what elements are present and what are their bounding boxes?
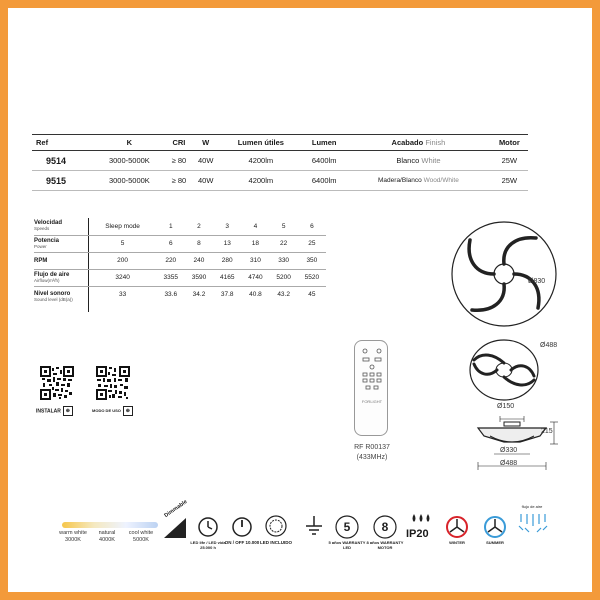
row-lumen-utiles: 4200lm bbox=[219, 171, 302, 191]
usage-text: MODO DE USO bbox=[92, 408, 121, 414]
water-drops-icon bbox=[410, 512, 432, 526]
summer-label: SUMMER bbox=[486, 540, 504, 545]
table-row bbox=[34, 235, 326, 252]
airflow-icon bbox=[518, 512, 548, 536]
usage-box-icon: ⊕ bbox=[123, 406, 133, 416]
led-life-icon bbox=[196, 514, 220, 538]
speed-col: 3 bbox=[213, 218, 241, 235]
remote-model: RF R00137 bbox=[354, 444, 390, 451]
speed-header-en: Speeds bbox=[34, 226, 50, 232]
speed-table bbox=[34, 218, 326, 312]
row-k: 3000-5000K bbox=[93, 151, 166, 171]
row-w: 40W bbox=[192, 151, 220, 171]
row-acabado-es: Blanco bbox=[396, 156, 420, 165]
natural-name: natural bbox=[98, 530, 116, 536]
remote-buttons-icon bbox=[355, 341, 389, 437]
header-cri: CRI bbox=[166, 135, 192, 151]
speed-col: 1 bbox=[157, 218, 185, 235]
on-off-label: ON / OFF 10.000 bbox=[224, 540, 260, 545]
cell: 240 bbox=[185, 252, 213, 269]
product-table-header bbox=[32, 135, 528, 151]
row-k: 3000-5000K bbox=[93, 171, 166, 191]
winter-label: WINTER bbox=[449, 540, 465, 545]
speed-col: 2 bbox=[185, 218, 213, 235]
summer-mode-icon bbox=[482, 514, 508, 540]
speed-col: Sleep mode bbox=[88, 218, 157, 235]
cell: 33.6 bbox=[164, 290, 178, 298]
row-acabado bbox=[346, 171, 491, 191]
cell: 5 bbox=[88, 235, 157, 252]
product-table bbox=[32, 134, 528, 191]
dimension-150: Ø150 bbox=[497, 403, 515, 410]
speed-col: 6 bbox=[298, 218, 326, 235]
airflow-label: flujo de aire bbox=[521, 504, 543, 509]
table-row bbox=[32, 171, 528, 191]
cool-name: cool white bbox=[128, 530, 154, 536]
cell: 22 bbox=[270, 235, 298, 252]
header-acabado bbox=[346, 135, 491, 151]
header-finish-label: Finish bbox=[425, 138, 446, 147]
row-ref: 9515 bbox=[32, 171, 93, 191]
install-text: INSTALAR bbox=[36, 408, 61, 415]
row-lumen-utiles: 4200lm bbox=[219, 151, 302, 171]
row-label: RPM bbox=[34, 252, 88, 269]
speed-col: 4 bbox=[241, 218, 269, 235]
cool-k: 5000K bbox=[133, 536, 149, 543]
row-label-en: Power bbox=[34, 243, 47, 249]
feature-icons-row bbox=[54, 499, 574, 564]
row-finish-en: Wood/White bbox=[423, 177, 459, 184]
warranty-motor-icon bbox=[372, 514, 398, 540]
row-label-en: Airflow(m³/h) bbox=[34, 277, 60, 283]
cell: 13 bbox=[213, 235, 241, 252]
cell: 4740 bbox=[241, 269, 269, 286]
cell: 280 bbox=[213, 252, 241, 269]
row-lumen: 6400lm bbox=[302, 171, 346, 191]
table-row bbox=[34, 252, 326, 269]
header-acabado-label: Acabado bbox=[391, 138, 424, 147]
cell: 220 bbox=[157, 252, 185, 269]
table-row bbox=[34, 286, 326, 312]
dimension-215: 215 bbox=[541, 428, 553, 435]
cell: 5520 bbox=[298, 269, 326, 286]
cell: 350 bbox=[298, 252, 326, 269]
row-label bbox=[34, 235, 88, 252]
ip-rating: IP20 bbox=[406, 528, 429, 540]
row-label-en: Sound level (dB(a)) bbox=[34, 296, 73, 302]
svg-text:8: 8 bbox=[381, 520, 389, 534]
fan-top-view-icon bbox=[444, 214, 564, 334]
table-row bbox=[34, 269, 326, 286]
header-motor: Motor bbox=[491, 135, 528, 151]
cell: 200 bbox=[88, 252, 157, 269]
header-lumen: Lumen bbox=[302, 135, 346, 151]
row-finish-en: White bbox=[421, 156, 441, 165]
remote-frequency: (433MHz) bbox=[356, 454, 388, 461]
cell: 8 bbox=[185, 235, 213, 252]
usage-label bbox=[92, 406, 133, 416]
row-acabado-es: Madera/Blanco bbox=[378, 177, 422, 184]
cell: 34.2 bbox=[192, 290, 206, 298]
cell: 18 bbox=[241, 235, 269, 252]
row-ref: 9514 bbox=[32, 151, 93, 171]
usage-qr-code[interactable] bbox=[96, 366, 130, 400]
warranty-motor-label: 8 años WARRANTY MOTOR bbox=[366, 540, 404, 550]
cell: 310 bbox=[241, 252, 269, 269]
row-label-es: Nivel sonoro bbox=[34, 290, 71, 297]
dimmable-label: Dimmable bbox=[163, 499, 189, 520]
cell: 45 bbox=[308, 290, 316, 298]
cell: 33 bbox=[118, 290, 127, 298]
header-w: W bbox=[192, 135, 220, 151]
cell: 6 bbox=[157, 235, 185, 252]
install-qr-code[interactable] bbox=[40, 366, 74, 400]
cell: 4165 bbox=[213, 269, 241, 286]
remote-control bbox=[354, 340, 388, 436]
cell: 40.8 bbox=[249, 290, 262, 298]
natural-label bbox=[92, 530, 122, 543]
cell: 330 bbox=[270, 252, 298, 269]
header-ref: Ref bbox=[32, 135, 93, 151]
dimension-488-top: Ø488 bbox=[540, 342, 558, 349]
install-label bbox=[36, 406, 73, 416]
row-label bbox=[34, 286, 88, 312]
row-lumen: 6400lm bbox=[302, 151, 346, 171]
led-included-icon bbox=[264, 514, 288, 538]
cell: 37.8 bbox=[220, 290, 234, 298]
dimension-330: Ø330 bbox=[500, 447, 518, 454]
warranty-led-icon bbox=[334, 514, 360, 540]
row-label-es: Flujo de aire bbox=[34, 271, 70, 278]
led-life-label: LED life / LED vida 25.000 h bbox=[190, 540, 226, 550]
warm-k: 3000K bbox=[65, 536, 81, 543]
row-cri: ≥ 80 bbox=[166, 171, 192, 191]
dimension-830: Ø830 bbox=[528, 278, 546, 285]
led-included-label: LED INCLUIDO bbox=[260, 540, 292, 545]
svg-text:5: 5 bbox=[343, 520, 351, 534]
speed-header-label bbox=[34, 218, 88, 235]
row-label-es: Potencia bbox=[34, 237, 60, 244]
row-motor: 25W bbox=[491, 151, 528, 171]
natural-k: 4000K bbox=[99, 536, 115, 543]
row-cri: ≥ 80 bbox=[166, 151, 192, 171]
cell: 3590 bbox=[185, 269, 213, 286]
ground-icon bbox=[304, 514, 324, 538]
install-box-icon: ⊕ bbox=[63, 406, 73, 416]
table-row bbox=[32, 151, 528, 171]
fan-side-view-icon bbox=[470, 406, 570, 476]
warm-white-label bbox=[56, 530, 90, 543]
row-motor: 25W bbox=[491, 171, 528, 191]
cool-white-label bbox=[124, 530, 158, 543]
header-lumen-utiles: Lumen útiles bbox=[219, 135, 302, 151]
warm-name: warm white bbox=[59, 530, 87, 536]
cell: 3240 bbox=[88, 269, 157, 286]
winter-mode-icon bbox=[444, 514, 470, 540]
cell: 25 bbox=[298, 235, 326, 252]
color-temperature-bar bbox=[62, 522, 158, 528]
cell: 43.2 bbox=[277, 290, 290, 298]
fan-folded-view-icon bbox=[464, 336, 544, 406]
row-w: 40W bbox=[192, 171, 220, 191]
header-k: K bbox=[93, 135, 166, 151]
warranty-led-label: 5 años WARRANTY LED bbox=[328, 540, 366, 550]
dimension-488-bottom: Ø488 bbox=[500, 460, 518, 467]
cell: 5200 bbox=[270, 269, 298, 286]
row-acabado bbox=[346, 151, 491, 171]
remote-brand: FORLIGHT bbox=[361, 399, 383, 404]
on-off-icon bbox=[230, 514, 254, 538]
speed-header-es: Velocidad bbox=[34, 220, 63, 227]
cell: 3355 bbox=[157, 269, 185, 286]
speed-table-header bbox=[34, 218, 326, 235]
speed-col: 5 bbox=[270, 218, 298, 235]
row-label bbox=[34, 269, 88, 286]
